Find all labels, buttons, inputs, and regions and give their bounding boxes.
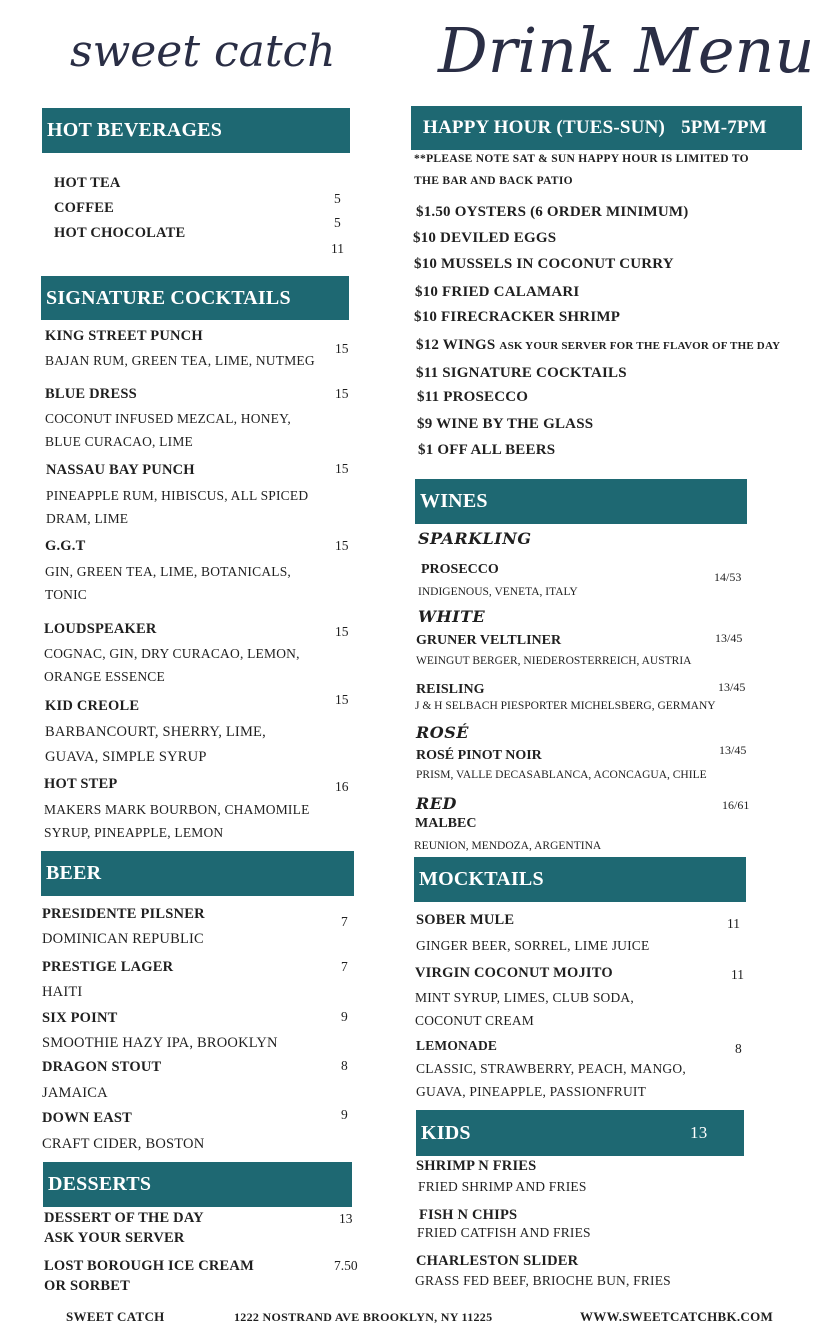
beer-name: PRESTIGE LAGER [42, 959, 174, 975]
mocktail-name: SOBER MULE [416, 912, 515, 928]
beer-header: BEER [41, 851, 354, 896]
kids-item-desc: FRIED CATFISH AND FRIES [417, 1225, 591, 1240]
beer-price: 9 [341, 1107, 348, 1122]
wine-price: 13/45 [715, 631, 743, 645]
happy-hour-time: 5PM-7PM [681, 117, 767, 138]
cocktail-desc: COCONUT INFUSED MEZCAL, HONEY, [45, 411, 291, 426]
mocktail-name: VIRGIN COCONUT MOJITO [415, 965, 613, 981]
coffee-price: 5 [334, 215, 341, 230]
cocktail-price: 15 [335, 341, 349, 356]
logo-text: sweet catch [70, 26, 336, 77]
kids-item-name: SHRIMP N FRIES [416, 1158, 537, 1174]
wine-name: MALBEC [415, 816, 477, 831]
cocktail-name: KING STREET PUNCH [45, 328, 203, 344]
hot-chocolate-price: 11 [331, 241, 344, 256]
cocktail-desc: GIN, GREEN TEA, LIME, BOTANICALS, [45, 564, 292, 579]
dessert-name: ASK YOUR SERVER [44, 1230, 185, 1246]
happy-hour-note: THE BAR AND BACK PATIO [414, 175, 573, 187]
kids-title: KIDS [421, 1121, 471, 1144]
wine-name: GRUNER VELTLINER [416, 633, 562, 648]
cocktail-desc: PINEAPPLE RUM, HIBISCUS, ALL SPICED [46, 488, 309, 503]
beer-desc: DOMINICAN REPUBLIC [42, 931, 204, 947]
happy-hour-item: $10 MUSSELS IN COCONUT CURRY [414, 256, 674, 272]
wine-category-sparkling: SPARKLING [418, 529, 532, 548]
wine-name: REISLING [416, 682, 485, 697]
beer-price: 9 [341, 1009, 348, 1024]
cocktail-desc: SYRUP, PINEAPPLE, LEMON [44, 825, 224, 840]
happy-hour-item [416, 337, 780, 354]
cocktail-name: KID CREOLE [45, 698, 140, 714]
cocktail-price: 15 [335, 624, 349, 639]
cocktail-price: 15 [335, 538, 349, 553]
beer-desc: SMOOTHIE HAZY IPA, BROOKLYN [42, 1035, 278, 1051]
cocktail-name: NASSAU BAY PUNCH [46, 462, 195, 478]
happy-hour-item: $11 PROSECCO [417, 389, 529, 405]
wine-price: 16/61 [722, 798, 750, 812]
kids-item-name: FISH N CHIPS [419, 1207, 518, 1223]
dessert-name: LOST BOROUGH ICE CREAM [44, 1258, 254, 1274]
mocktail-desc: MINT SYRUP, LIMES, CLUB SODA, [415, 990, 634, 1005]
happy-hour-note: **PLEASE NOTE SAT & SUN HAPPY HOUR IS LIMITED TO [414, 153, 749, 165]
happy-hour-item-text: $12 WINGS [416, 337, 496, 353]
hot-tea-price: 5 [334, 191, 341, 206]
hot-beverages-header: HOT BEVERAGES [42, 108, 350, 153]
cocktail-desc: MAKERS MARK BOURBON, CHAMOMILE [44, 802, 310, 817]
kids-item-desc: FRIED SHRIMP AND FRIES [418, 1179, 587, 1194]
wine-desc: J & H SELBACH PIESPORTER MICHELSBERG, GERMANY [415, 700, 716, 712]
cocktail-desc: COGNAC, GIN, DRY CURACAO, LEMON, [44, 646, 300, 661]
beer-name: DOWN EAST [42, 1110, 133, 1126]
cocktail-desc: DRAM, LIME [46, 511, 129, 526]
wine-price: 13/45 [718, 680, 746, 694]
signature-cocktails-header: SIGNATURE COCKTAILS [41, 276, 349, 320]
wine-category-red: RED [416, 794, 457, 813]
beer-desc: JAMAICA [42, 1085, 108, 1101]
mocktail-name: LEMONADE [416, 1038, 498, 1053]
wine-desc: INDIGENOUS, VENETA, ITALY [418, 586, 578, 598]
dessert-price: 7.50 [334, 1258, 358, 1273]
kids-header [416, 1110, 744, 1156]
cocktail-name: BLUE DRESS [45, 386, 137, 402]
kids-item-name: CHARLESTON SLIDER [416, 1253, 579, 1269]
cocktail-desc: TONIC [45, 587, 88, 602]
cocktail-desc: BAJAN RUM, GREEN TEA, LIME, NUTMEG [45, 353, 315, 368]
mocktail-desc: GUAVA, PINEAPPLE, PASSIONFRUIT [416, 1084, 647, 1099]
desserts-header: DESSERTS [43, 1162, 352, 1207]
mocktail-desc: GINGER BEER, SORREL, LIME JUICE [416, 938, 650, 953]
mocktail-price: 11 [727, 916, 740, 931]
happy-hour-header [411, 106, 802, 150]
dessert-price: 13 [339, 1211, 353, 1226]
beer-price: 8 [341, 1058, 348, 1073]
cocktail-price: 15 [335, 692, 349, 707]
cocktail-name: HOT STEP [44, 776, 118, 792]
hot-chocolate-name: HOT CHOCOLATE [54, 225, 186, 241]
footer-restaurant-name: SWEET CATCH [66, 1309, 165, 1324]
hot-tea-name: HOT TEA [54, 175, 121, 191]
wine-price: 13/45 [719, 743, 747, 757]
wine-desc: REUNION, MENDOZA, ARGENTINA [414, 840, 602, 852]
happy-hour-item: $1 OFF ALL BEERS [418, 442, 556, 458]
happy-hour-item-extra: ASK YOUR SERVER FOR THE FLAVOR OF THE DAY [499, 340, 781, 352]
kids-item-desc: GRASS FED BEEF, BRIOCHE BUN, FRIES [415, 1273, 671, 1288]
mocktails-header: MOCKTAILS [414, 857, 746, 902]
happy-hour-item: $10 DEVILED EGGS [413, 230, 557, 246]
dessert-name: OR SORBET [44, 1278, 131, 1294]
cocktail-desc: BARBANCOURT, SHERRY, LIME, [45, 724, 266, 740]
mocktail-desc: COCONUT CREAM [415, 1013, 534, 1028]
cocktail-price: 16 [335, 779, 349, 794]
happy-hour-item: $10 FRIED CALAMARI [415, 284, 580, 300]
wine-category-white: WHITE [418, 607, 486, 626]
wine-category-rose: ROSÉ [416, 723, 469, 742]
happy-hour-title: HAPPY HOUR (TUES-SUN) [423, 117, 666, 138]
happy-hour-item: $9 WINE BY THE GLASS [417, 416, 594, 432]
wine-name: ROSÉ PINOT NOIR [416, 748, 542, 763]
mocktail-price: 11 [731, 967, 744, 982]
beer-price: 7 [341, 914, 348, 929]
cocktail-desc: BLUE CURACAO, LIME [45, 434, 193, 449]
wine-price: 14/53 [714, 570, 742, 584]
mocktail-price: 8 [735, 1041, 742, 1056]
cocktail-name: G.G.T [45, 538, 86, 554]
happy-hour-item: $11 SIGNATURE COCKTAILS [416, 365, 627, 381]
coffee-name: COFFEE [54, 200, 115, 216]
happy-hour-item: $1.50 OYSTERS (6 ORDER MINIMUM) [416, 204, 689, 220]
cocktail-desc: ORANGE ESSENCE [44, 669, 165, 684]
wine-desc: WEINGUT BERGER, NIEDEROSTERREICH, AUSTRIA [416, 655, 692, 667]
beer-name: DRAGON STOUT [42, 1059, 162, 1075]
cocktail-price: 15 [335, 461, 349, 476]
happy-hour-item: $10 FIRECRACKER SHRIMP [414, 309, 621, 325]
beer-name: SIX POINT [42, 1010, 118, 1026]
wine-name: PROSECCO [421, 562, 499, 577]
cocktail-name: LOUDSPEAKER [44, 621, 157, 637]
beer-name: PRESIDENTE PILSNER [42, 906, 205, 922]
footer-address: 1222 NOSTRAND AVE BROOKLYN, NY 11225 [234, 1310, 493, 1324]
mocktail-desc: CLASSIC, STRAWBERRY, PEACH, MANGO, [416, 1061, 686, 1076]
beer-desc: CRAFT CIDER, BOSTON [42, 1136, 205, 1152]
footer-website[interactable]: WWW.SWEETCATCHBK.COM [580, 1309, 774, 1324]
cocktail-desc: GUAVA, SIMPLE SYRUP [45, 749, 207, 765]
wine-desc: PRISM, VALLE DECASABLANCA, ACONCAGUA, CHILE [416, 769, 707, 781]
menu-title: Drink Menu [438, 14, 815, 87]
beer-desc: HAITI [42, 984, 83, 1000]
wines-header: WINES [415, 479, 747, 524]
cocktail-price: 15 [335, 386, 349, 401]
dessert-name: DESSERT OF THE DAY [44, 1210, 204, 1226]
kids-price: 13 [690, 1123, 708, 1142]
beer-price: 7 [341, 959, 348, 974]
